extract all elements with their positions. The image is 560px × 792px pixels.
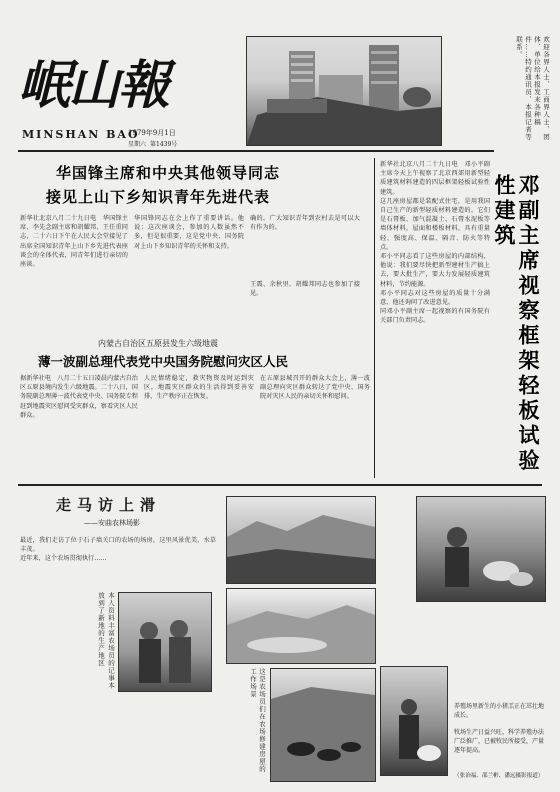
sub-story-col-2 bbox=[144, 374, 254, 478]
feature-caption-right-2: 牧场生产日益兴旺，科学养殖办法广泛推广，已被牧民所接受，产量逐年提高。 bbox=[454, 729, 545, 754]
masthead-city-photo bbox=[246, 36, 442, 146]
feature-photo-women bbox=[118, 592, 212, 692]
lead-para-1: 新华社北京八月二十九日电 华国锋主席、李先念副主席和胡耀邦、王任重同志，二十六日下午在人民大会堂接见了出席全国知识青年上山下乡先进代表座谈会的全体代表，同青年们进行亲切的座谈。 bbox=[20, 215, 128, 269]
sub-story-kicker: 内蒙古自治区五原县发生六级地震 bbox=[98, 339, 218, 348]
sub-para-2: 人民情绪稳定，救灾物资及时运到灾区，地震灾区群众的生活得到妥善安排，生产秩序正在恢复。 bbox=[144, 375, 254, 401]
masthead-rule bbox=[18, 150, 494, 152]
lead-headline-line2: 接见上山下乡知识青年先进代表 bbox=[46, 188, 271, 206]
right-para-4: 邓小平同志对这些房屋的质量十分满意，他还询问了改进意见。 bbox=[380, 289, 490, 307]
right-para-2: 这几座房屋都是装配式住宅，是用我国自己生产的新型轻质材料建造的。它们是石膏板、加气混凝土、石膏水泥板等墙体材料，屋面和楼板材料，具有重量轻、强度高、保温、隔音、防火等特点。 bbox=[380, 197, 490, 251]
feature-body bbox=[20, 536, 216, 588]
column-divider bbox=[374, 158, 375, 478]
issue-weekday: 星期六 bbox=[128, 141, 147, 148]
masthead-romanization: MINSHAN BAO bbox=[22, 128, 140, 141]
feature-photo-herding bbox=[270, 668, 376, 782]
lead-story-col-4 bbox=[250, 280, 360, 332]
lead-story-col-1 bbox=[20, 214, 128, 334]
feature-para-1: 最近，我们走访了位于石子墙关口的农场的场房，这里风景优美，水草丰茂。 bbox=[20, 537, 216, 554]
issue-date: 1979年9月1日 bbox=[128, 129, 176, 137]
feature-subtitle: ——安曲农林场影 bbox=[84, 519, 140, 527]
feature-caption-left: 本人资料丰富农场员的记事本放到了新地的生产地区 bbox=[97, 592, 115, 690]
right-para-1: 新华社北京八月二十九日电 邓小平副主席今天上午视察了北京西郊用新型轻质建筑材料建造的四层框架轻板试验性建筑。 bbox=[380, 161, 490, 196]
right-headline: 邓副主席视察框架轻板试验性建筑 bbox=[492, 174, 541, 474]
feature-caption-mid: 这是农场员们在农场修建房屋的工作场景 bbox=[249, 668, 266, 773]
sub-story-col-1 bbox=[20, 374, 138, 478]
lead-para-2: 华国锋同志在会上作了重要讲话。他说：这次座谈会，参加的人数虽然不多，但是很重要，这是党中央、国务院对上山下乡知识青年的关怀和支持。 bbox=[134, 215, 244, 250]
lead-para-4: 王震、余秋里、胡耀邦同志也参加了接见。 bbox=[250, 281, 360, 298]
feature-credit: （张治福、邵兰彬、潘远摄影报道） bbox=[454, 773, 544, 779]
feature-rule bbox=[18, 484, 542, 486]
masthead-title: 岷山報 bbox=[18, 55, 169, 116]
sub-story-title: 薄一波副总理代表党中央国务院慰问灾区人民 bbox=[38, 354, 289, 369]
lead-para-3: 确的。广大知识青年到农村去是可以大有作为的。 bbox=[250, 215, 360, 232]
sub-para-3: 在五原县城召开的群众大会上，薄一波副总理向灾区群众转达了党中央、国务院对灾区人民的亲切关怀和慰问。 bbox=[260, 375, 370, 401]
right-story-body bbox=[380, 160, 490, 480]
sub-story-col-3 bbox=[260, 374, 370, 478]
feature-photo-piglets bbox=[416, 496, 546, 602]
feature-caption-right: 养殖场里新生的小猪羔正在茁壮地成长。 bbox=[454, 703, 545, 719]
right-para-3: 邓小平同志看了这些房屋的内部结构，他说：我们要尽快把新型建材生产搞上去，要大批生产，要大力发展轻质建筑材料，节约能源。 bbox=[380, 253, 490, 288]
lead-story-col-3 bbox=[250, 214, 360, 274]
feature-title: 走马访上滑 bbox=[56, 496, 162, 514]
sub-para-1: 据新华社电 八月二十五日凌晨内蒙古自治区五原县境内发生六级地震。二十八日，国务院副总理薄一波代表党中央、国务院专程赶到地震灾区慰问受灾群众，察看灾区人民群众。 bbox=[20, 375, 138, 419]
feature-photo-landscape-2 bbox=[226, 588, 376, 664]
feature-para-2: 近年来，这个农场贯彻执行…… bbox=[20, 555, 107, 563]
lead-story-col-2 bbox=[134, 214, 244, 334]
ear-note: 欢迎各界人士、工商界人士、团体、单位给本报发来各种稿件……特约通讯员、本报记者等联系。 bbox=[515, 36, 550, 141]
issue-number: 第1439号 bbox=[150, 141, 178, 148]
feature-photo-landscape-1 bbox=[226, 496, 376, 584]
feature-photo-sheep bbox=[380, 666, 448, 776]
lead-headline-line1: 华国锋主席和中央其他领导同志 bbox=[56, 164, 281, 182]
right-para-5: 同邓小平副主席一起视察的有国务院有关部门负责同志。 bbox=[380, 308, 490, 325]
